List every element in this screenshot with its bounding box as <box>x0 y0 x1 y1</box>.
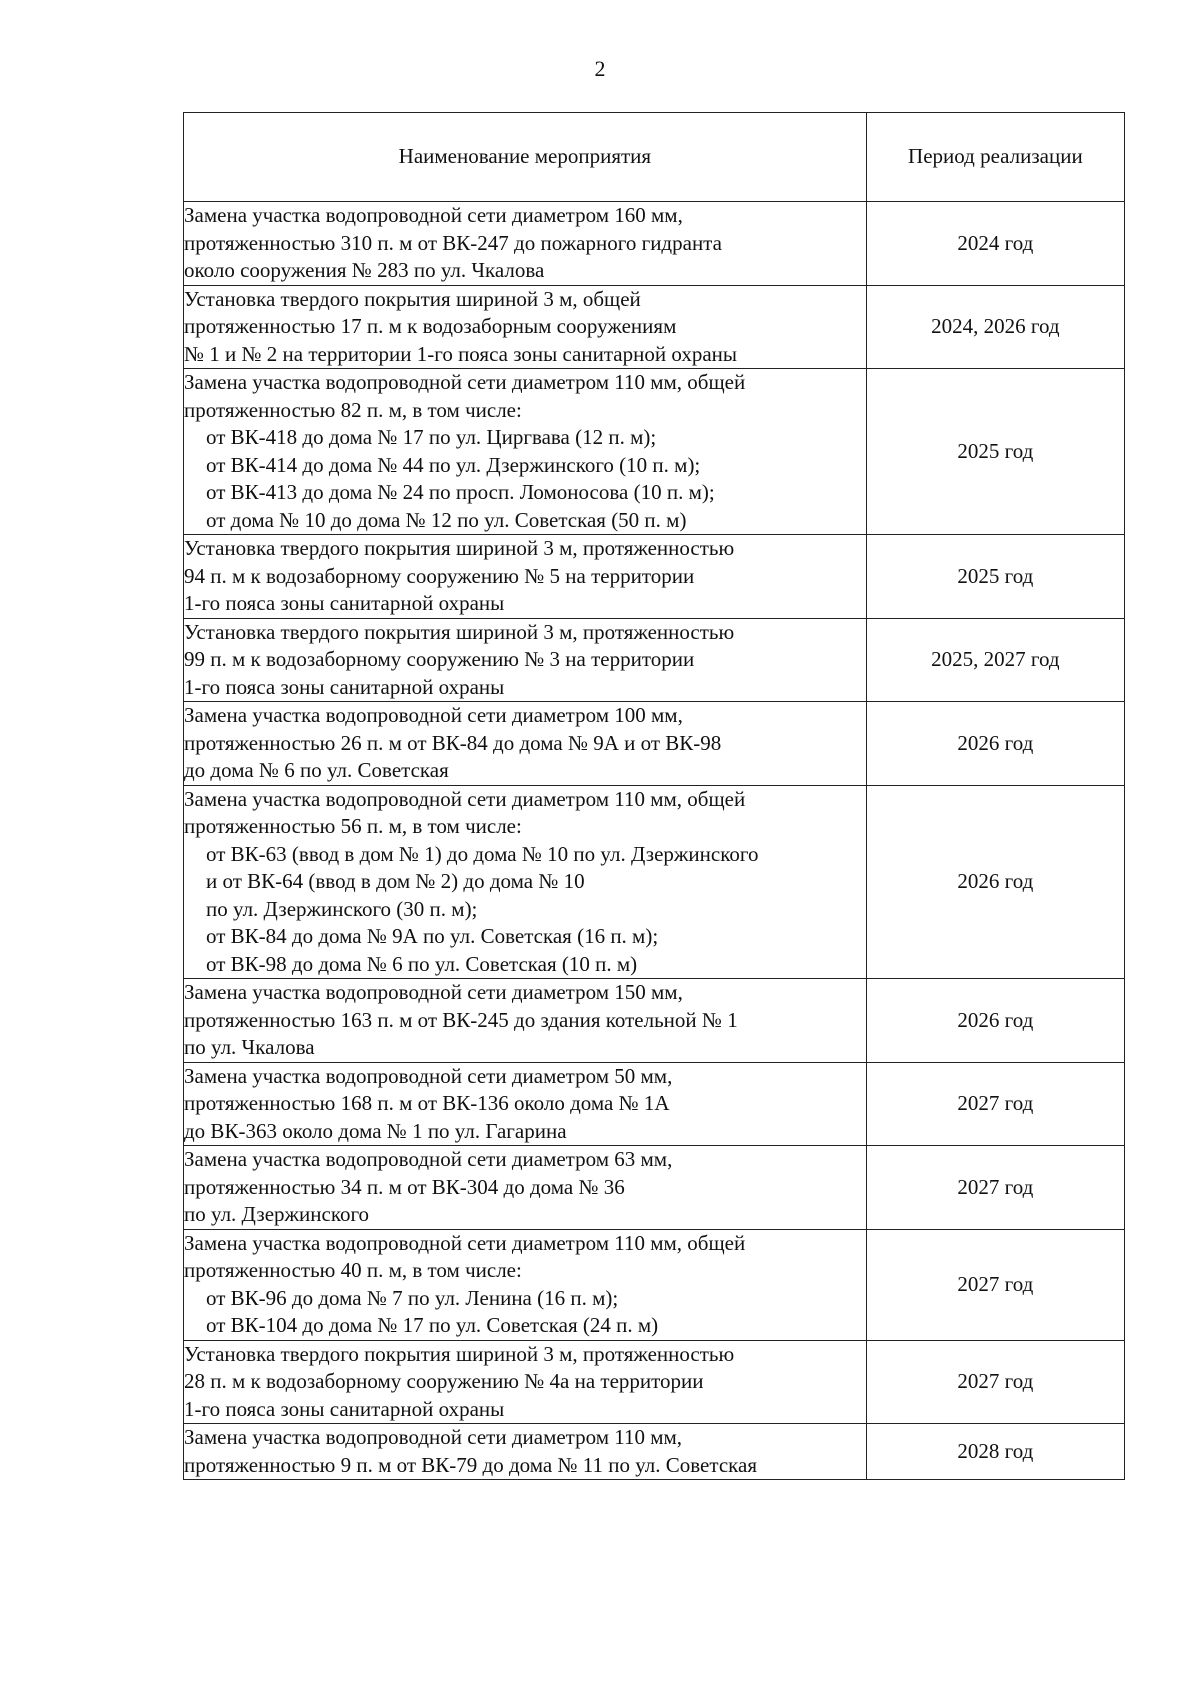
measure-text-line: 94 п. м к водозаборному сооружению № 5 на территории <box>184 563 695 588</box>
measure-text-line: Установка твердого покрытия шириной 3 м, протяженностью <box>184 536 735 560</box>
measure-text-line: по ул. Чкалова <box>184 1035 315 1059</box>
measure-text-line: протяженностью 9 п. м от ВК-79 до дома № 11 по ул. Советская <box>184 1452 757 1477</box>
measure-text-line: Установка твердого покрытия шириной 3 м, общей <box>184 286 641 311</box>
measure-text-line: 99 п. м к водозаборному сооружению № 3 на территории <box>184 647 695 671</box>
measure-text-line: Замена участка водопроводной сети диаметром 150 мм, <box>184 980 683 1004</box>
measure-text-line: от ВК-418 до дома № 17 по ул. Циргвава (12 п. м); <box>206 425 657 449</box>
table-row <box>184 1062 1125 1146</box>
measure-text-line: протяженностью 168 п. м от ВК-136 около дома № 1А <box>184 1091 670 1115</box>
table-row <box>184 535 1125 619</box>
measure-name-cell <box>184 202 867 286</box>
measure-text-line: 28 п. м к водозаборному сооружению № 4а на территории <box>184 1369 704 1393</box>
implementation-period-cell: 2027 год <box>866 1340 1124 1424</box>
measure-text-line: по ул. Дзержинского (30 п. м); <box>206 896 478 921</box>
measure-text-line: протяженностью 82 п. м, в том числе: <box>184 397 522 422</box>
measure-name-cell <box>184 285 867 369</box>
table-body <box>184 202 1125 1480</box>
measure-text-line: от дома № 10 до дома № 12 по ул. Советская (50 п. м) <box>206 507 687 532</box>
measure-text-line: от ВК-63 (ввод в дом № 1) до дома № 10 по ул. Дзержинского <box>206 841 759 866</box>
implementation-period-cell: 2025 год <box>866 535 1124 619</box>
column-header-name: Наименование мероприятия <box>184 113 867 202</box>
measure-text-line: около сооружения № 283 по ул. Чкалова <box>184 258 545 282</box>
measure-text-line: Замена участка водопроводной сети диаметром 50 мм, <box>184 1063 673 1088</box>
table-row <box>184 702 1125 786</box>
measure-text-line: Замена участка водопроводной сети диаметром 63 мм, <box>184 1147 673 1171</box>
measure-name-cell <box>184 1340 867 1424</box>
measure-text-line: Замена участка водопроводной сети диаметром 110 мм, общей <box>184 1230 746 1255</box>
measure-text-line: от ВК-413 до дома № 24 по просп. Ломоносова (10 п. м); <box>206 480 715 504</box>
implementation-period-cell: 2027 год <box>866 1146 1124 1230</box>
implementation-period-cell: 2026 год <box>866 702 1124 786</box>
measure-text-line: протяженностью 163 п. м от ВК-245 до здания котельной № 1 <box>184 1007 738 1032</box>
measure-name-cell <box>184 1146 867 1230</box>
measure-text-line: Замена участка водопроводной сети диаметром 100 мм, <box>184 703 683 727</box>
table-row <box>184 1424 1125 1480</box>
table-row <box>184 1229 1125 1340</box>
implementation-period-cell: 2025, 2027 год <box>866 618 1124 702</box>
implementation-period-cell: 2027 год <box>866 1229 1124 1340</box>
measure-text-line: протяженностью 17 п. м к водозаборным сооружениям <box>184 314 677 338</box>
measure-text-line: 1-го пояса зоны санитарной охраны <box>184 1396 505 1421</box>
implementation-period-cell: 2026 год <box>866 979 1124 1063</box>
measure-text-line: протяженностью 34 п. м от ВК-304 до дома № 36 <box>184 1174 625 1199</box>
implementation-period-cell: 2026 год <box>866 785 1124 979</box>
table-row <box>184 1146 1125 1230</box>
measure-text-line: № 1 и № 2 на территории 1-го пояса зоны санитарной охраны <box>184 341 737 366</box>
table-row <box>184 785 1125 979</box>
measure-text-line: до дома № 6 по ул. Советская <box>184 758 449 782</box>
measure-name-cell <box>184 702 867 786</box>
measure-name-cell <box>184 1424 867 1480</box>
measure-text-line: Замена участка водопроводной сети диаметром 160 мм, <box>184 203 683 227</box>
measure-text-line: протяженностью 40 п. м, в том числе: <box>184 1258 522 1282</box>
measure-name-cell <box>184 1229 867 1340</box>
measure-text-line: 1-го пояса зоны санитарной охраны <box>184 591 505 615</box>
measure-text-line: Установка твердого покрытия шириной 3 м, протяженностью <box>184 1341 735 1366</box>
measure-name-cell <box>184 535 867 619</box>
table-row <box>184 285 1125 369</box>
measure-text-line: протяженностью 310 п. м от ВК-247 до пожарного гидранта <box>184 230 722 255</box>
measure-text-line: 1-го пояса зоны санитарной охраны <box>184 674 505 699</box>
table-row <box>184 979 1125 1063</box>
implementation-period-cell: 2024, 2026 год <box>866 285 1124 369</box>
measure-text-line: Замена участка водопроводной сети диаметром 110 мм, общей <box>184 786 746 811</box>
measure-text-line: от ВК-96 до дома № 7 по ул. Ленина (16 п. м); <box>206 1285 619 1310</box>
implementation-period-cell: 2024 год <box>866 202 1124 286</box>
measure-name-cell <box>184 618 867 702</box>
measure-text-line: до ВК-363 около дома № 1 по ул. Гагарина <box>184 1118 567 1143</box>
measure-name-cell <box>184 1062 867 1146</box>
implementation-period-cell: 2027 год <box>866 1062 1124 1146</box>
measure-text-line: от ВК-104 до дома № 17 по ул. Советская (24 п. м) <box>206 1313 659 1337</box>
measure-name-cell <box>184 785 867 979</box>
column-header-period: Период реализации <box>866 113 1124 202</box>
measure-text-line: и от ВК-64 (ввод в дом № 2) до дома № 10 <box>206 869 585 893</box>
measure-text-line: по ул. Дзержинского <box>184 1202 370 1226</box>
table-header-row <box>184 113 1125 202</box>
table-row <box>184 618 1125 702</box>
implementation-period-cell: 2028 год <box>866 1424 1124 1480</box>
measure-name-cell <box>184 369 867 535</box>
measure-text-line: Замена участка водопроводной сети диаметром 110 мм, <box>184 1425 683 1449</box>
measure-name-cell <box>184 979 867 1063</box>
measure-text-line: Установка твердого покрытия шириной 3 м, протяженностью <box>184 619 735 644</box>
table-row <box>184 1340 1125 1424</box>
implementation-period-cell: 2025 год <box>866 369 1124 535</box>
measure-text-line: от ВК-414 до дома № 44 по ул. Дзержинского (10 п. м); <box>206 452 701 477</box>
measure-text-line: протяженностью 56 п. м, в том числе: <box>184 814 522 838</box>
table-row <box>184 369 1125 535</box>
measures-table <box>183 112 1125 1480</box>
measure-text-line: от ВК-98 до дома № 6 по ул. Советская (10 п. м) <box>206 951 638 976</box>
measure-text-line: протяженностью 26 п. м от ВК-84 до дома № 9А и от ВК-98 <box>184 730 722 755</box>
page-number: 2 <box>594 56 606 81</box>
measure-text-line: от ВК-84 до дома № 9А по ул. Советская (16 п. м); <box>206 924 659 948</box>
table-row <box>184 202 1125 286</box>
measure-text-line: Замена участка водопроводной сети диаметром 110 мм, общей <box>184 370 746 394</box>
